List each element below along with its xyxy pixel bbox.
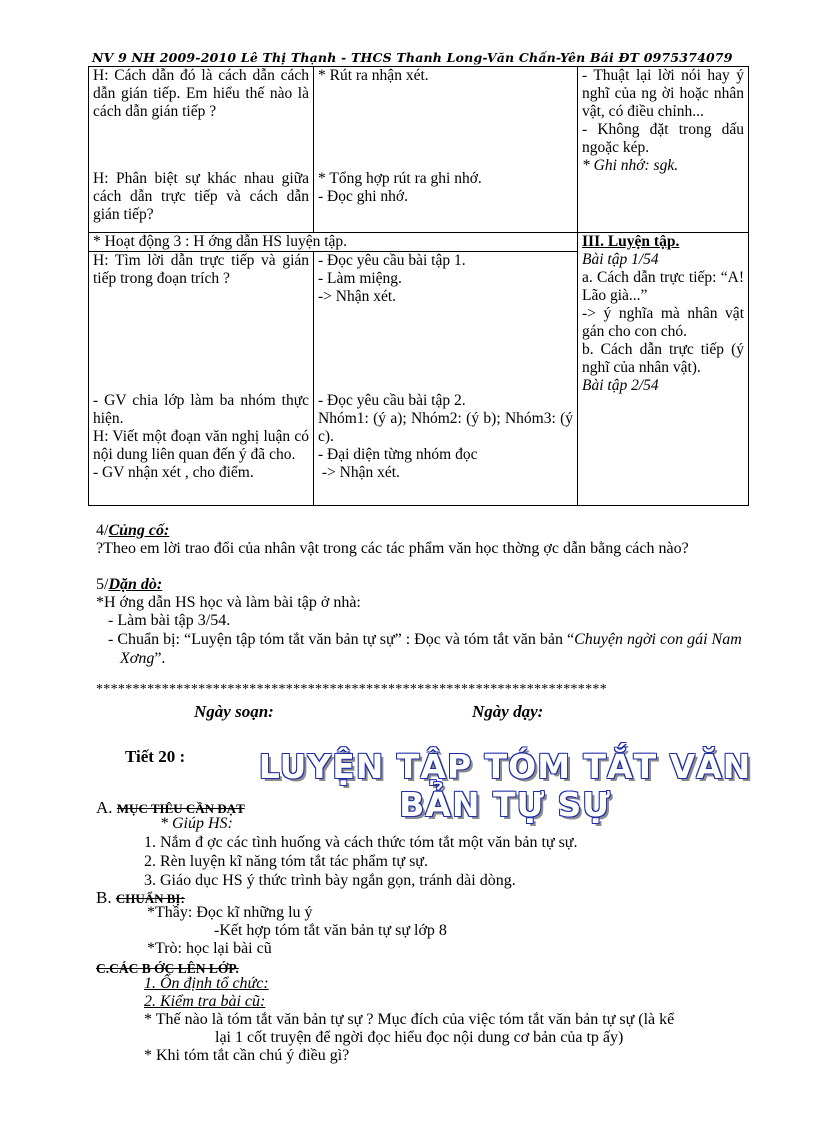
student-activity: - Đại diện từng nhóm đọc — [318, 446, 478, 463]
lesson-table — [88, 66, 749, 506]
student-activity: - Đọc yêu cầu bài tập 2. — [318, 392, 466, 409]
section-heading: CHUẨN BỊ: — [115, 891, 185, 906]
table-cell — [89, 252, 314, 506]
table-row — [89, 67, 749, 233]
preparation-teacher-2: -Kết hợp tóm tắt văn bản tự sự lớp 8 — [214, 922, 447, 939]
student-activity: - Làm miệng. — [318, 270, 402, 287]
objective-list — [144, 833, 577, 890]
dando-heading — [96, 576, 162, 594]
dando-text: - Chuẩn bị: “Luyện tập tóm tắt văn bản tự sự” : Đọc và tóm tắt văn bản “ — [108, 631, 575, 648]
practice-heading: III. Luyện tập. — [582, 233, 680, 250]
dando-line: *H ớng dẫn HS học và làm bài tập ở nhà: — [96, 594, 361, 611]
list-item: 3. Giáo dục HS ý thức trình bày ngắn gọn, tránh dài dòng. — [144, 872, 516, 889]
content-note: -> ý nghĩa mà nhân vật gán cho con chó. — [582, 305, 744, 340]
section-number: 5/ — [96, 576, 109, 593]
table-cell — [89, 67, 314, 233]
student-activity: * Tổng hợp rút ra ghi nhớ. — [318, 170, 482, 187]
teacher-question: H: Viết một đoạn văn nghị luận có nội dung liên quan đến ý đã cho. — [93, 428, 309, 463]
section-letter: A. — [96, 798, 117, 817]
review-answer: lại 1 cốt truyện để ngời đọc hiểu đọc nội dung cơ bản của tp ấy) — [215, 1029, 624, 1046]
table-cell — [578, 233, 749, 506]
review-question: * Thế nào là tóm tắt văn bản tự sự ? Mục đích của việc tóm tắt văn bản tự sự (là kể — [144, 1011, 675, 1028]
dando-line — [108, 630, 772, 668]
step-item: 2. Kiểm tra bài cũ: — [144, 993, 266, 1010]
ngay-soan: Ngày soạn: — [194, 702, 274, 721]
student-activity: - Đọc yêu cầu bài tập 1. — [318, 252, 466, 269]
table-cell — [314, 67, 578, 233]
student-activity: - Đọc ghi nhớ. — [318, 188, 408, 205]
teacher-question: H: Cách dẫn đó là cách dẫn cách dẫn gián tiếp. Em hiểu thế nào là cách dẫn gián tiếp ? — [93, 67, 309, 120]
exercise-label: Bài tập 1/54 — [582, 251, 659, 268]
lesson-number: Tiết 20 : — [125, 747, 186, 766]
teacher-question: H: Tìm lời dẫn trực tiếp và gián tiếp trong đoạn trích ? — [93, 252, 309, 287]
table-row — [89, 233, 749, 252]
section-a-intro: * Giúp HS: — [160, 815, 233, 832]
table-cell — [578, 67, 749, 233]
teacher-activity: - GV chia lớp làm ba nhóm thực hiện. — [93, 392, 309, 427]
section-letter: B. — [96, 888, 116, 907]
separator: ********************************************************************** — [96, 682, 607, 697]
list-item: 2. Rèn luyện kĩ năng tóm tắt tác phẩm tự sự. — [144, 853, 428, 870]
section-c-heading: C.CÁC B ỚC LÊN LỚP. — [96, 961, 239, 976]
section-heading: Củng cố: — [108, 522, 170, 539]
student-activity: Nhóm1: (ý a); Nhóm2: (ý b); Nhóm3: (ý c). — [318, 410, 573, 445]
exercise-label: Bài tập 2/54 — [582, 377, 659, 394]
lesson-title: LUYỆN TẬP TÓM TẮT VĂN BẢN TỰ SỰ — [258, 747, 752, 824]
table-cell — [314, 252, 578, 506]
cungco-question: ?Theo em lời trao đổi của nhân vật trong các tác phẩm văn học thờng ợc dẫn bằng cách nào? — [96, 540, 689, 557]
section-number: 4/ — [96, 522, 109, 539]
content-note: b. Cách dẫn trực tiếp (ý nghĩ của nhân vật). — [582, 341, 744, 376]
page-header: NV 9 NH 2009-2010 Lê Thị Thạnh - THCS Thanh Long-Văn Chấn-Yên Bái ĐT 0975374079 — [92, 50, 733, 65]
teacher-activity: - GV nhận xét , cho điểm. — [93, 464, 254, 481]
teacher-question: H: Phân biệt sự khác nhau giữa cách dẫn trực tiếp và cách dẫn gián tiếp? — [93, 170, 309, 223]
section-heading: Dặn dò: — [108, 576, 163, 593]
preparation-teacher: *Thầy: Đọc kĩ những lu ý — [147, 904, 313, 921]
ngay-day: Ngày dạy: — [472, 702, 544, 721]
step-item: 1. Ổn định tổ chức: — [144, 975, 269, 992]
student-activity: -> Nhận xét. — [318, 464, 400, 481]
story-title: Chuyện ngời con gái Nam Xơng — [120, 631, 742, 667]
content-note: - Thuật lại lời nói hay ý nghĩ của ng ời hoặc nhân vật, có điều chỉnh... — [582, 67, 744, 120]
dando-text: ”. — [154, 650, 166, 667]
content-note: a. Cách dẫn trực tiếp: “A! Lão già...” — [582, 269, 744, 304]
content-note: * Ghi nhớ: sgk. — [582, 157, 679, 174]
preparation-student: *Trò: học lại bài cũ — [147, 940, 272, 957]
activity-heading: * Hoạt động 3 : H ớng dẫn HS luyện tập. — [89, 233, 578, 252]
section-heading: MỤC TIÊU CẦN ĐẠT — [116, 801, 245, 816]
student-activity: -> Nhận xét. — [318, 288, 397, 305]
list-item: 1. Nắm đ ợc các tình huống và cách thức tóm tắt một văn bản tự sự. — [144, 834, 578, 851]
student-activity: * Rút ra nhận xét. — [318, 67, 429, 84]
content-note: - Không đặt trong dấu ngoặc kép. — [582, 121, 744, 156]
review-question: * Khi tóm tắt cần chú ý điều gì? — [144, 1047, 350, 1064]
dando-line: - Làm bài tập 3/54. — [108, 612, 231, 629]
cungco-heading — [96, 522, 169, 540]
